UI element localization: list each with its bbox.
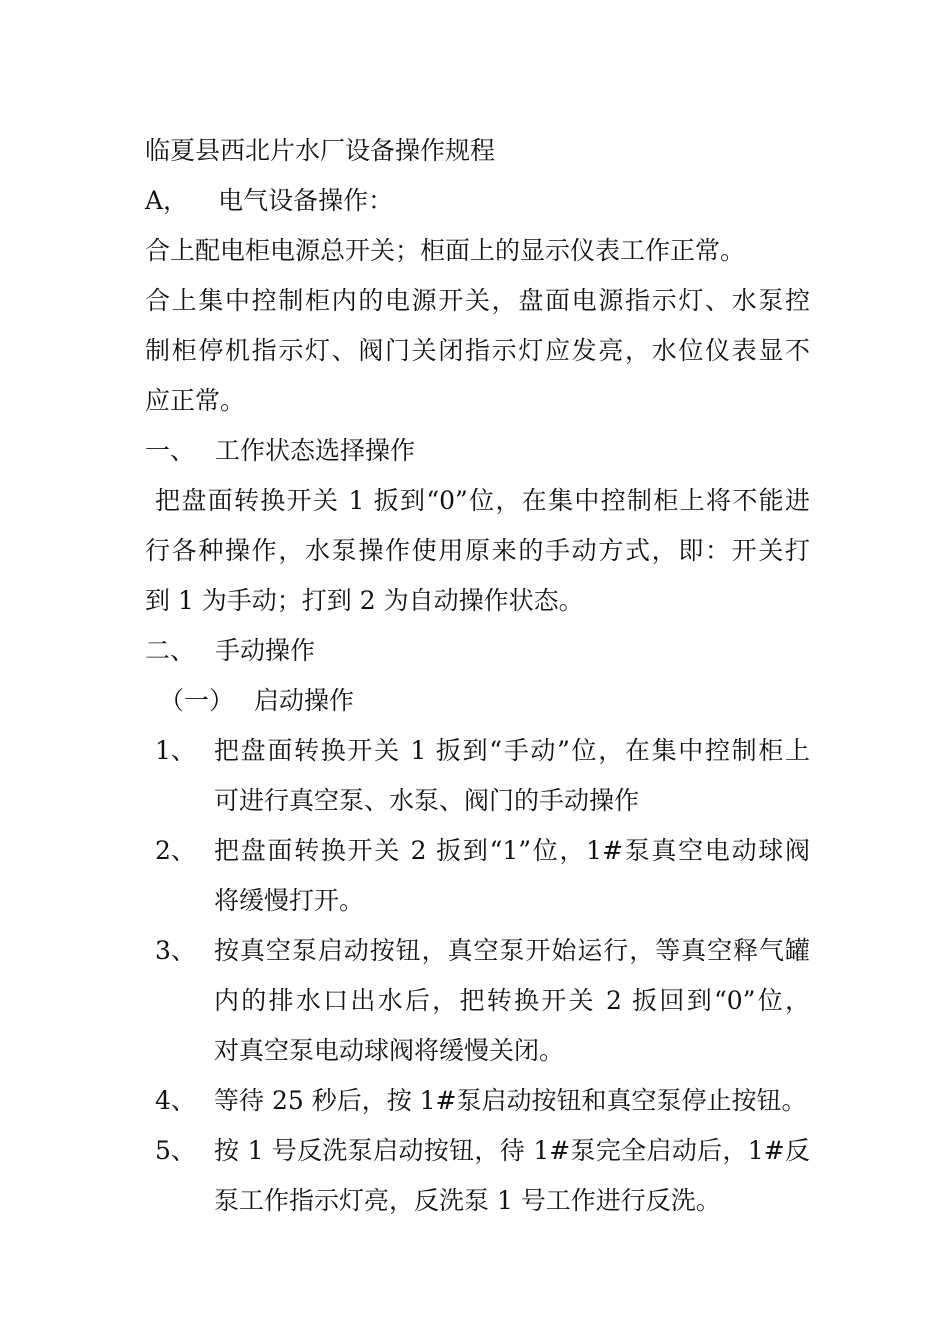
subsection-1-heading	[145, 676, 810, 726]
section-a-title: 电气设备操作：	[218, 186, 394, 215]
list-item-number: 1、	[155, 736, 196, 765]
list-item-line: 内的排水口出水后，把转换开关 2 扳回到“0”位，	[214, 986, 810, 1015]
paragraph-line: 到 1 为手动；打到 2 为自动操作状态。	[145, 586, 584, 615]
list-item-line: 按 1 号反洗泵启动按钮，待 1#泵完全启动后，1#反	[214, 1136, 810, 1165]
document-title: 临夏县西北片水厂设备操作规程	[145, 136, 496, 165]
list-item-line: 等待 25 秒后，按 1#泵启动按钮和真空泵停止按钮。	[214, 1086, 807, 1115]
paragraph-state-selection	[145, 476, 810, 626]
list-item-number: 5、	[155, 1136, 196, 1165]
subsection-1-title: 启动操作	[254, 686, 355, 715]
list-item-number: 4、	[155, 1086, 196, 1115]
list-item	[145, 1126, 810, 1226]
list-item-line: 按真空泵启动按钮，真空泵开始运行，等真空释气罐	[214, 936, 810, 965]
paragraph-line: 行各种操作，水泵操作使用原来的手动方式，即：开关打	[145, 536, 810, 565]
paragraph-control-cabinet	[145, 276, 810, 426]
section-a-heading	[145, 176, 810, 226]
section-1-heading	[145, 426, 810, 476]
list-item	[145, 826, 810, 926]
list-item-line: 对真空泵电动球阀将缓慢关闭。	[214, 1036, 565, 1065]
paragraph-line: 把盘面转换开关 1 扳到“0”位，在集中控制柜上将不能进	[155, 486, 810, 515]
section-1-title: 工作状态选择操作	[215, 436, 416, 465]
list-item-line: 把盘面转换开关 1 扳到“手动”位，在集中控制柜上	[214, 736, 810, 765]
list-item	[145, 926, 810, 1076]
subsection-1-label: （一）	[159, 686, 235, 715]
section-2-label: 二、	[145, 636, 196, 665]
document-body	[145, 126, 810, 1226]
paragraph-line: 合上集中控制柜内的电源开关，盘面电源指示灯、水泵控	[145, 286, 810, 315]
section-1-label: 一、	[145, 436, 196, 465]
list-item-line: 把盘面转换开关 2 扳到“1”位，1#泵真空电动球阀	[214, 836, 810, 865]
list-item-number: 2、	[155, 836, 196, 865]
paragraph-line: 制柜停机指示灯、阀门关闭指示灯应发亮，水位仪表显不	[145, 336, 810, 365]
list-item-line: 可进行真空泵、水泵、阀门的手动操作	[214, 786, 640, 815]
paragraph-power-switch: 合上配电柜电源总开关；柜面上的显示仪表工作正常。	[145, 236, 746, 265]
list-item	[145, 1076, 810, 1126]
section-2-title: 手动操作	[215, 636, 316, 665]
list-item	[145, 726, 810, 826]
list-item-number: 3、	[155, 936, 196, 965]
section-2-heading	[145, 626, 810, 676]
list-item-line: 将缓慢打开。	[214, 886, 365, 915]
section-a-label: A，	[145, 186, 189, 215]
list-item-line: 泵工作指示灯亮，反洗泵 1 号工作进行反洗。	[214, 1186, 721, 1215]
paragraph-line: 应正常。	[145, 386, 246, 415]
